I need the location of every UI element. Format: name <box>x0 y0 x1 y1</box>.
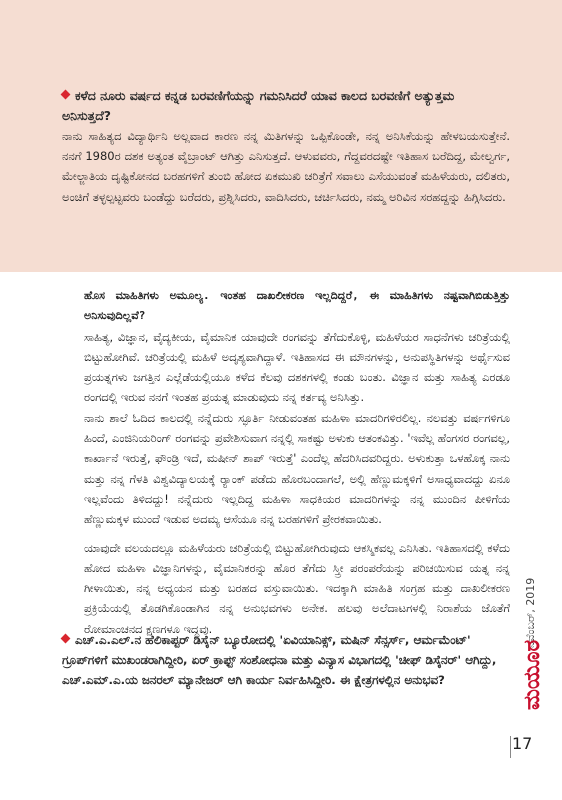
question-text: ಕಳೆದ ನೂರು ವರ್ಷದ ಕನ್ನಡ ಬರವಣಿಗೆಯನ್ನು ಗಮನಿಸಿದರೆ ಯಾವ ಕಾಲದ ಬರವಣಿಗೆ ಅತ್ಯುತ್ತಮ ಅನಿಸುತ್ತದೆ? <box>62 88 455 123</box>
issue-date: ನವೆಂಬರ್, 2019 <box>524 577 537 648</box>
magazine-sidebar <box>516 560 556 720</box>
page-number: 17 <box>512 734 533 753</box>
body-paragraph: ಯಾವುದೇ ವಲಯದಲ್ಲೂ ಮಹಿಳೆಯರು ಚರಿತ್ರೆಯಲ್ಲಿ ಬಿಟ್ಟುಹೋಗಿರುವುದು ಆಕಸ್ಮಿಕವಲ್ಲ ಎನಿಸಿತು. ಇತಿಹಾಸದಲ್ಲಿ ಕಳೆದು ಹೋದ ಮಹಿಳಾ ವಿಜ್ಞಾನಿಗಳನ್ನು, ವೈಮಾನಿಕರನ್ನು ಹೊರ ತೆಗೆದು ಸ್ತ್ರೀ ಪರಂಪರೆಯನ್ನು ಪರಿಚಯಿಸುವ ಯತ್ನ ನನ್ನ ಗೀಳಾಯಿತು, ನನ್ನ ಅಧ್ಯಯನ ಮತ್ತು ಬರಹದ ವಸ್ತುವಾಯಿತು. ಇದಕ್ಕಾಗಿ ಮಾಹಿತಿ ಸಂಗ್ರಹ ಮತ್ತು ದಾಖಲೀಕರಣ ಪ್ರಕ್ರಿಯೆಯಲ್ಲಿ ತೊಡಗಿಕೊಂಡಾಗಿನ ನನ್ನ ಅನುಭವಗಳು ಅನೇಕ. ಹಲವು ಅಲೆದಾಟಗಳಲ್ಲಿ ನಿರಾಶೆಯ ಜೊತೆಗೆ ರೋಮಾಂಚನದ ಕ್ಷಣಗಳೂ ಇದ್ದವು. <box>84 540 510 636</box>
article-body <box>84 286 510 639</box>
body-paragraph: ಸಾಹಿತ್ಯ, ವಿಜ್ಞಾನ, ವೈದ್ಯಕೀಯ, ವೈಮಾನಿಕ ಯಾವುದೇ ರಂಗವನ್ನು ತೆಗೆದುಕೊಳ್ಳಿ, ಮಹಿಳೆಯರ ಸಾಧನೆಗಳು ಚರಿತ್ರೆಯಲ್ಲಿ ಬಿಟ್ಟುಹೋಗಿವೆ. ಚರಿತ್ರೆಯಲ್ಲಿ ಮಹಿಳೆ ಅದೃಶ್ಯವಾಗಿದ್ದಾಳೆ. ಇತಿಹಾಸದ ಈ ಮೌನಗಳನ್ನು, ಅನುಪಸ್ಥಿತಿಗಳನ್ನು ಅರ್ಥೈಸುವ ಪ್ರಯತ್ನಗಳು ಜಗತ್ತಿನ ಎಲ್ಲೆಡೆಯಲ್ಲಿಯೂ ಕಳೆದ ಕೆಲವು ದಶಕಗಳಲ್ಲಿ ಕಂಡು ಬಂತು. ವಿಜ್ಞಾನ ಮತ್ತು ಸಾಹಿತ್ಯ ಎರಡೂ ರಂಗದಲ್ಲಿ ಇರುವ ನನಗೆ ಇಂತಹ ಪ್ರಯತ್ನ ಮಾಡುವುದು ನನ್ನ ಕರ್ತವ್ಯ ಅನಿಸಿತ್ತು. <box>84 329 510 405</box>
question-block <box>62 86 502 126</box>
bottom-question-text: ಎಚ್.ಎ.ಎಲ್.ನ ಹೆಲಿಕಾಪ್ಟರ್ ಡಿಸೈನ್ ಬ್ಯೂರೋದಲ್ಲಿ 'ಏವಿಯಾನಿಕ್ಸ್, ಮಷಿನ್ ಸೆನ್ಸರ್ಸ್, ಆರ್ಮಮೆಂಟ್' ಗ್ರೂಪ್‌ಗಳಿಗೆ ಮುಖಂಡರಾಗಿದ್ದೀರಿ, ಏರ್ ಕ್ರಾಫ್ಟ್ ಸಂಶೋಧನಾ ಮತ್ತು ವಿನ್ಯಾಸ ವಿಭಾಗದಲ್ಲಿ 'ಚೀಫ್ ಡಿಸೈನರ್' ಆಗಿದ್ದು, ಎಚ್.ಎಮ್.ಎ.ಯ ಜನರಲ್ ಮ್ಯಾನೇಜರ್ ಆಗಿ ಕಾರ್ಯ ನಿರ್ವಹಿಸಿದ್ದೀರಿ. ಈ ಕ್ಷೇತ್ರಗಳಲ್ಲಿನ ಅನುಭವ? <box>62 633 497 687</box>
diamond-bullet-icon <box>61 634 71 644</box>
diamond-bullet-icon <box>61 90 71 100</box>
interview-highlight-band <box>0 0 562 272</box>
answer-text: ನಾನು ಸಾಹಿತ್ಯದ ವಿದ್ಯಾರ್ಥಿನಿ ಅಲ್ಲವಾದ ಕಾರಣ ನನ್ನ ಮಿತಿಗಳನ್ನು ಒಪ್ಪಿಕೊಂಡೇ, ನನ್ನ ಅನಿಸಿಕೆಯನ್ನು ಹೇಳಬಯಸುತ್ತೇನೆ. ನನಗೆ 1980ರ ದಶಕ ಅತ್ಯಂತ ವೈಬ್ರಾಂಟ್ ಆಗಿತ್ತು ಎನಿಸುತ್ತದೆ. ಆಳುವವರು, ಗೆದ್ದವರದಷ್ಟೇ ಇತಿಹಾಸ ಬರೆದಿದ್ದ, ಮೇಲ್ವರ್ಗ, ಮೇಲ್ಜಾತಿಯ ದೃಷ್ಟಿಕೋನದ ಬರಹಗಳಿಗೆ ತುಂಬಿ ಹೋದ ಏಕಮುಖಿ ಚರಿತ್ರೆಗೆ ಸವಾಲು ಎಸೆಯುವಂತೆ ಮಹಿಳೆಯರು, ದಲಿತರು, ಅಂಚಿಗೆ ತಳ್ಳಲ್ಪಟ್ಟವರು ಬಂಡೆದ್ದು ಬರೆದರು, ಪ್ರಶ್ನಿಸಿದರು, ವಾದಿಸಿದರು, ಚರ್ಚಿಸಿದರು, ನಮ್ಮ ಅರಿವಿನ ಸರಹದ್ದನ್ನು ಹಿಗ್ಗಿಸಿದರು. <box>62 129 510 204</box>
body-paragraph: ನಾನು ಶಾಲೆ ಓದಿದ ಕಾಲದಲ್ಲಿ ನನ್ನೆದುರು ಸ್ಫೂರ್ತಿ ನೀಡುವಂತಹ ಮಹಿಳಾ ಮಾದರಿಗಳಿರಲಿಲ್ಲ. ನಲವತ್ತು ವರ್ಷಗಳಿಗೂ ಹಿಂದೆ, ಎಂಜಿನಿಯರಿಂಗ್ ರಂಗವನ್ನು ಪ್ರವೇಶಿಸುವಾಗ ನನ್ನಲ್ಲಿ ಸಾಕಷ್ಟು ಅಳುಕು ಆತಂಕವಿತ್ತು. 'ಇವೆಲ್ಲ ಹೆಂಗಸರ ರಂಗವಲ್ಲ, ಕಾರ್ಖಾನೆ ಇರುತ್ತೆ, ಫೌಂಡ್ರಿ ಇದೆ, ಮಷೀನ್ ಶಾಪ್ ಇರುತ್ತೆ' ಎಂದೆಲ್ಲ ಹೆದರಿಸಿದವರಿದ್ದರು. ಅಳುಕುತ್ತಾ ಒಳಹೊಕ್ಕ ನಾನು ಮತ್ತು ನನ್ನ ಗೆಳತಿ ವಿಶ್ವವಿದ್ಯಾಲಯಕ್ಕೆ ರ‍್ಯಾಂಕ್ ಪಡೆದು ಹೊರಬಂದಾಗಲೆ, ಅಲ್ಲಿ ಹೆಣ್ಣುಮಕ್ಕಳಿಗೆ ಅಸಾಧ್ಯವಾದದ್ದು ಏನೂ ಇಲ್ಲವೆಂದು ತಿಳಿದದ್ದು! ನನ್ನೆದುರು ಇಲ್ಲದಿದ್ದ ಮಹಿಳಾ ಸಾಧಕಿಯರ ಮಾದರಿಗಳನ್ನು ನನ್ನ ಮುಂದಿನ ಪೀಳಿಗೆಯ ಹೆಣ್ಣುಮಕ್ಕಳ ಮುಂದೆ ಇಡುವ ಅದಮ್ಯ ಆಸೆಯೂ ನನ್ನ ಬರಹಗಳಿಗೆ ಪ್ರೇರಕವಾಯಿತು. <box>84 410 510 527</box>
magazine-logo: ಮಯೂರ <box>520 639 545 710</box>
page-divider <box>510 736 511 758</box>
bottom-question-block <box>62 630 510 690</box>
lead-question: ಹೊಸ ಮಾಹಿತಿಗಳು ಅಮೂಲ್ಯ. ಇಂತಹ ದಾಖಲೀಕರಣ ಇಲ್ಲದಿದ್ದರೆ, ಈ ಮಾಹಿತಿಗಳು ನಷ್ಟವಾಗಿಬಿಡುತ್ತಿತ್ತು ಅನಿಸುವುದಿಲ್ಲವೆ? <box>84 289 510 323</box>
